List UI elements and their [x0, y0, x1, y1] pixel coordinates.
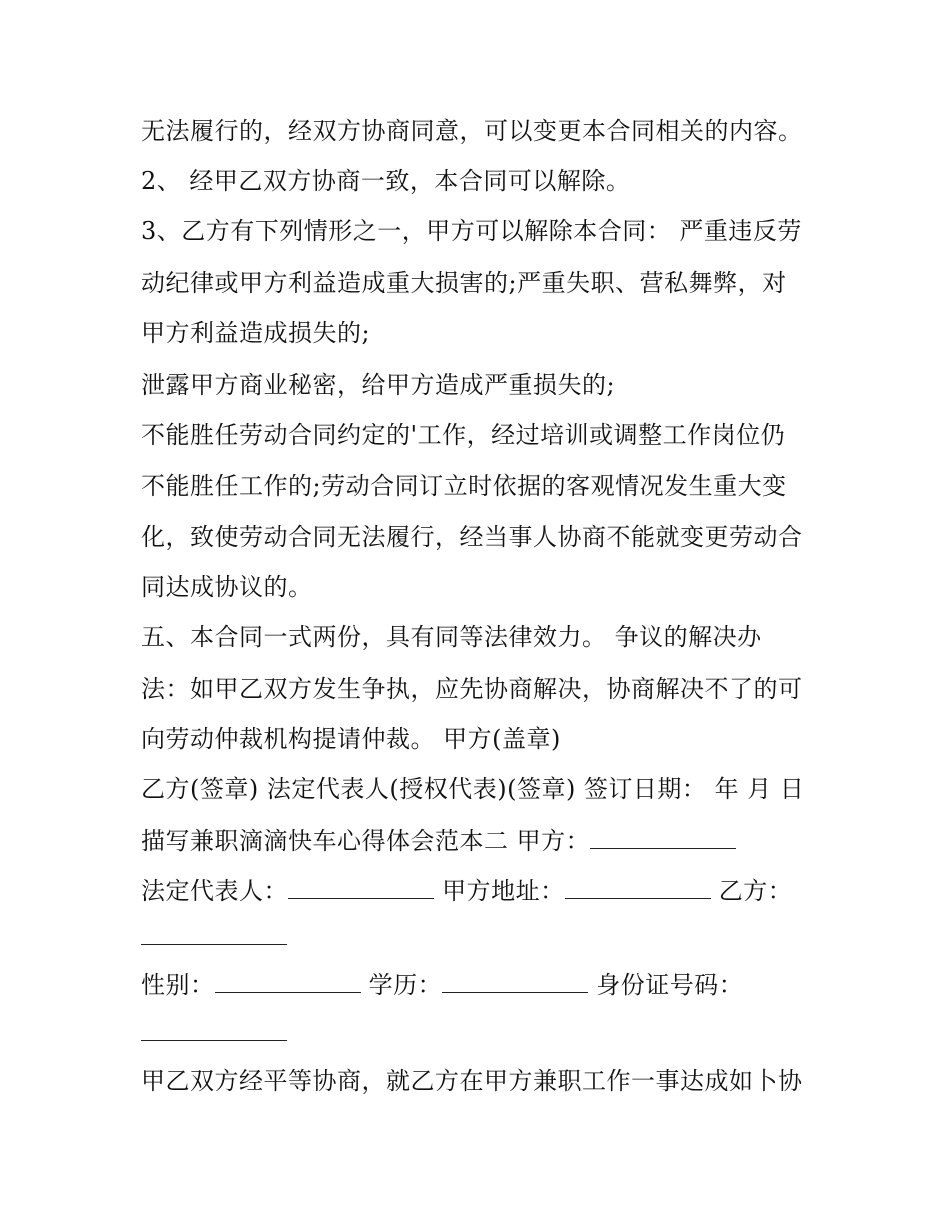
text-line-13: 向劳动仲裁机构提请仲裁。 甲方(盖章) — [141, 725, 561, 753]
form-title-line — [141, 826, 736, 856]
text-line-8: 不能胜任工作的;劳动合同订立时依据的客观情况发生重大变 — [141, 472, 787, 500]
education-blank — [442, 970, 588, 993]
text-line-12: 法：如甲乙双方发生争执，应先协商解决，协商解决不了的可 — [141, 675, 803, 703]
id-number-label: 身份证号码： — [596, 971, 744, 999]
gender-blank — [215, 970, 361, 993]
party-a-address-label: 甲方地址： — [442, 877, 565, 905]
text-line-3: 3、乙方有下列情形之一，甲方可以解除本合同： 严重违反劳 — [141, 217, 802, 245]
text-line-15: 甲乙双方经平等协商，就乙方在甲方兼职工作一事达成如卜协 — [141, 1067, 803, 1095]
party-b-label: 乙方： — [718, 877, 793, 905]
form-title-label: 描写兼职滴滴快车心得体会范本二 甲方： — [141, 827, 591, 855]
text-line-14: 乙方(签章) 法定代表人(授权代表)(签章) 签订日期： 年 月 日 — [141, 775, 805, 803]
text-line-6: 泄露甲方商业秘密，给甲方造成严重损失的; — [141, 371, 616, 399]
text-line-9: 化，致使劳动合同无法履行，经当事人协商不能就变更劳动合 — [141, 523, 803, 551]
text-line-10: 同达成协议的。 — [141, 573, 313, 601]
education-label: 学历： — [368, 971, 443, 999]
form-line-personal — [141, 970, 743, 1000]
text-line-2: 2、 经甲乙双方协商一致，本合同可以解除。 — [141, 167, 631, 195]
text-line-11: 五、本合同一式两份，具有同等法律效力。 争议的解决办 — [141, 623, 762, 651]
text-line-5: 甲方利益造成损失的; — [141, 319, 371, 347]
legal-rep-blank — [288, 876, 434, 899]
party-a-address-blank — [565, 876, 711, 899]
form-line-legal-rep — [141, 876, 792, 906]
text-line-1: 无法履行的，经双方协商同意，可以变更本合同相关的内容。 — [141, 117, 803, 145]
id-number-blank — [141, 1018, 287, 1041]
text-line-7: 不能胜任劳动合同约定的'工作，经过培训或调整工作岗位仍 — [141, 421, 786, 449]
gender-label: 性别： — [141, 971, 215, 999]
party-b-blank — [141, 922, 287, 945]
party-a-blank — [590, 826, 736, 849]
legal-rep-label: 法定代表人： — [141, 877, 288, 905]
text-line-4: 动纪律或甲方利益造成重大损害的;严重失职、营私舞弊，对 — [141, 269, 787, 297]
